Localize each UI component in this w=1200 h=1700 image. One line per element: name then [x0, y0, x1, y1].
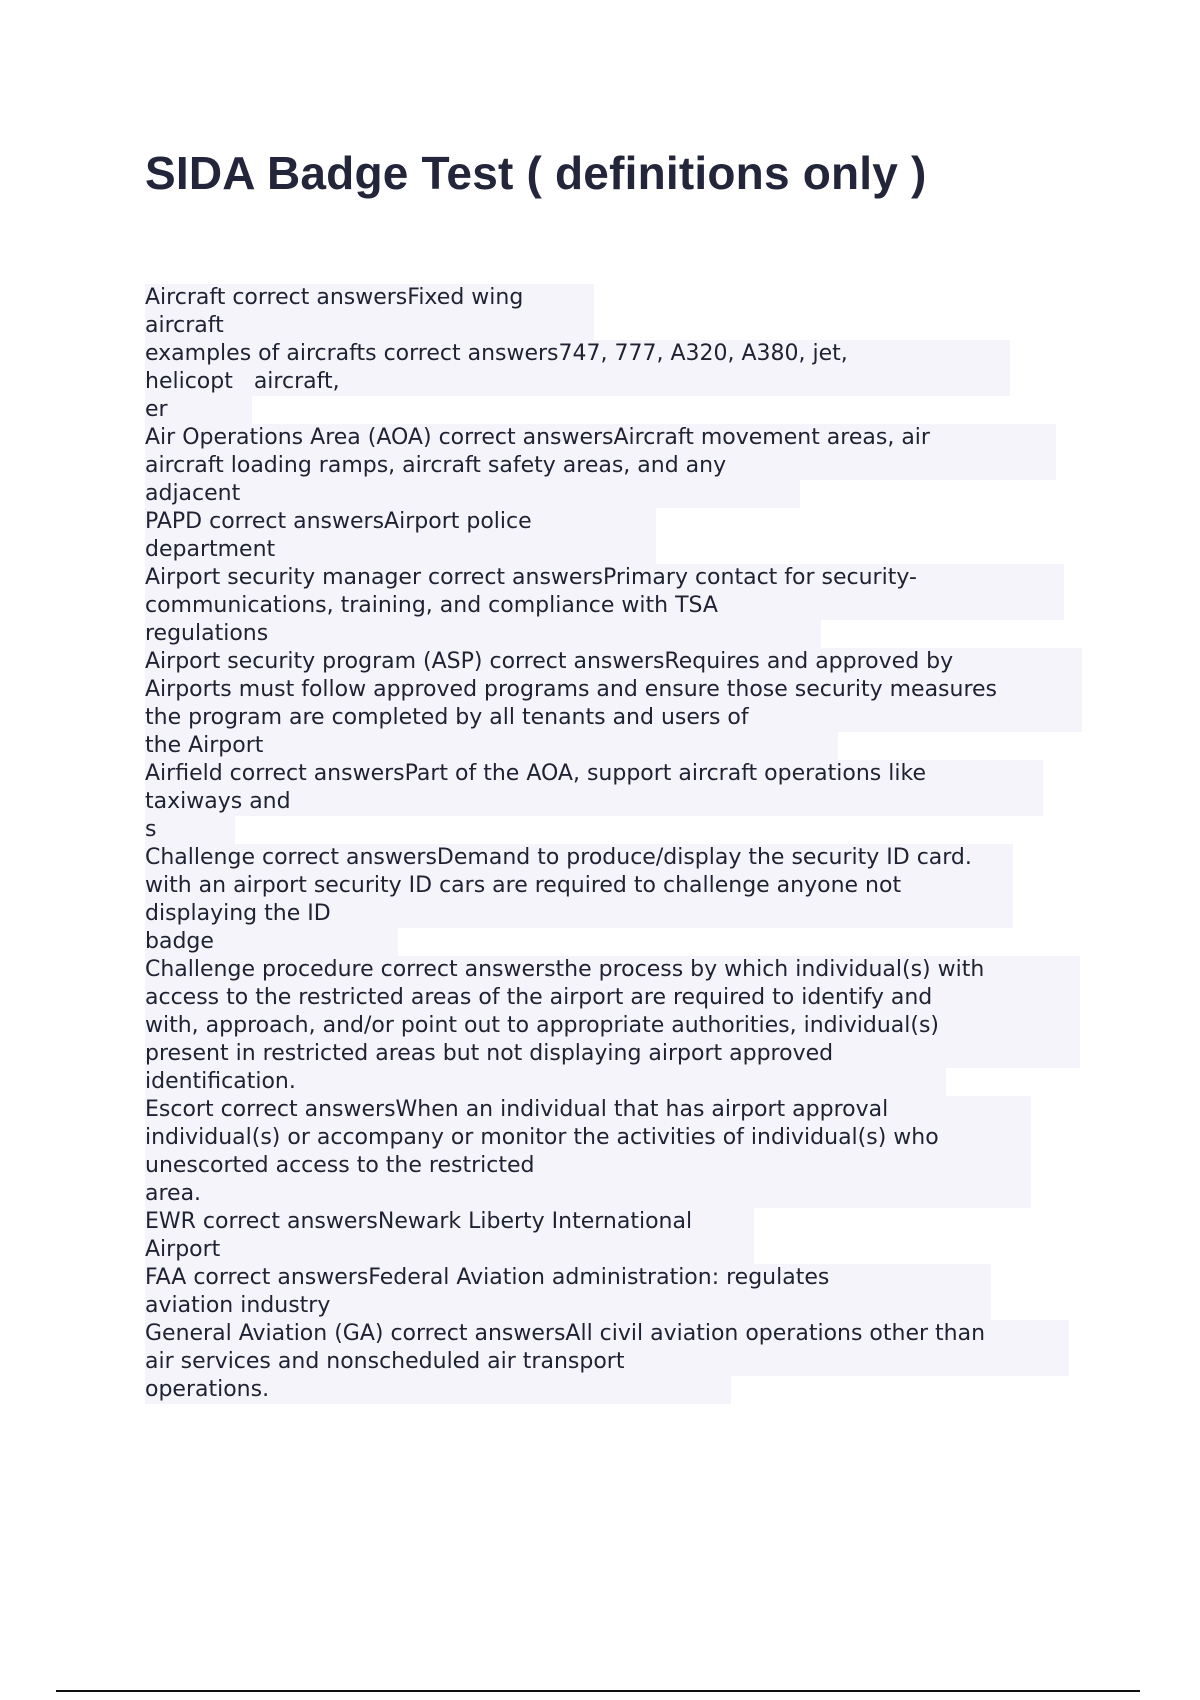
definition-line: the program are completed by all tenants and users of [145, 704, 1082, 732]
definition-line: Airport security program (ASP) correct answersRequires and approved by [145, 648, 1082, 676]
definition-entry [145, 1320, 1145, 1404]
definition-line: department [145, 536, 656, 564]
definition-line: s [145, 816, 235, 844]
definition-line: FAA correct answersFederal Aviation administration: regulates [145, 1264, 991, 1292]
definition-line: with, approach, and/or point out to appropriate authorities, individual(s) [145, 1012, 1080, 1040]
definition-line: access to the restricted areas of the airport are required to identify and [145, 984, 1080, 1012]
definition-line: taxiways and [145, 788, 1043, 816]
definition-line: helicopt aircraft, [145, 368, 1010, 396]
definition-line: present in restricted areas but not displaying airport approved [145, 1040, 1080, 1068]
definition-line: operations. [145, 1376, 731, 1404]
definition-line: Challenge correct answersDemand to produce/display the security ID card. [145, 844, 1013, 872]
definition-line: identification. [145, 1068, 946, 1096]
definition-line: er [145, 396, 252, 424]
definition-line: individual(s) or accompany or monitor the activities of individual(s) who [145, 1124, 1031, 1152]
definition-line: aircraft loading ramps, aircraft safety areas, and any [145, 452, 1056, 480]
definition-line: badge [145, 928, 398, 956]
definition-line: the Airport [145, 732, 838, 760]
definition-line: EWR correct answersNewark Liberty International [145, 1208, 754, 1236]
definition-line: Escort correct answersWhen an individual that has airport approval [145, 1096, 1031, 1124]
definition-line: aircraft [145, 312, 594, 340]
definition-entry [145, 844, 1145, 956]
definition-line: PAPD correct answersAirport police [145, 508, 656, 536]
definition-line: displaying the ID [145, 900, 1013, 928]
definition-line: aviation industry [145, 1292, 991, 1320]
definition-entry [145, 1096, 1145, 1208]
definition-entry [145, 1208, 1145, 1264]
page-title: SIDA Badge Test ( definitions only ) [145, 147, 927, 199]
definition-line: Aircraft correct answersFixed wing [145, 284, 594, 312]
definition-line: Airports must follow approved programs and ensure those security measures [145, 676, 1082, 704]
definition-line: regulations [145, 620, 821, 648]
definition-entry [145, 284, 1145, 340]
definition-entry [145, 340, 1145, 424]
definition-line: Air Operations Area (AOA) correct answersAircraft movement areas, air [145, 424, 1056, 452]
definition-line: air services and nonscheduled air transport [145, 1348, 1069, 1376]
definitions-list [145, 284, 1145, 1404]
definition-line: adjacent [145, 480, 800, 508]
definition-line: communications, training, and compliance with TSA [145, 592, 1064, 620]
definition-line: area. [145, 1180, 1031, 1208]
definition-line: Challenge procedure correct answersthe process by which individual(s) with [145, 956, 1080, 984]
definition-entry [145, 1264, 1145, 1320]
definition-line: Airport [145, 1236, 754, 1264]
definition-entry [145, 648, 1145, 760]
definition-line: examples of aircrafts correct answers747, 777, A320, A380, jet, [145, 340, 1010, 368]
footer-divider [56, 1690, 1140, 1692]
definition-line: Airfield correct answersPart of the AOA, support aircraft operations like [145, 760, 1043, 788]
definition-entry [145, 564, 1145, 648]
definition-entry [145, 508, 1145, 564]
definition-entry [145, 424, 1145, 508]
definition-entry [145, 956, 1145, 1096]
definition-line: with an airport security ID cars are required to challenge anyone not [145, 872, 1013, 900]
definition-line: General Aviation (GA) correct answersAll civil aviation operations other than [145, 1320, 1069, 1348]
definition-line: unescorted access to the restricted [145, 1152, 1031, 1180]
definition-entry [145, 760, 1145, 844]
definition-line: Airport security manager correct answersPrimary contact for security- [145, 564, 1064, 592]
